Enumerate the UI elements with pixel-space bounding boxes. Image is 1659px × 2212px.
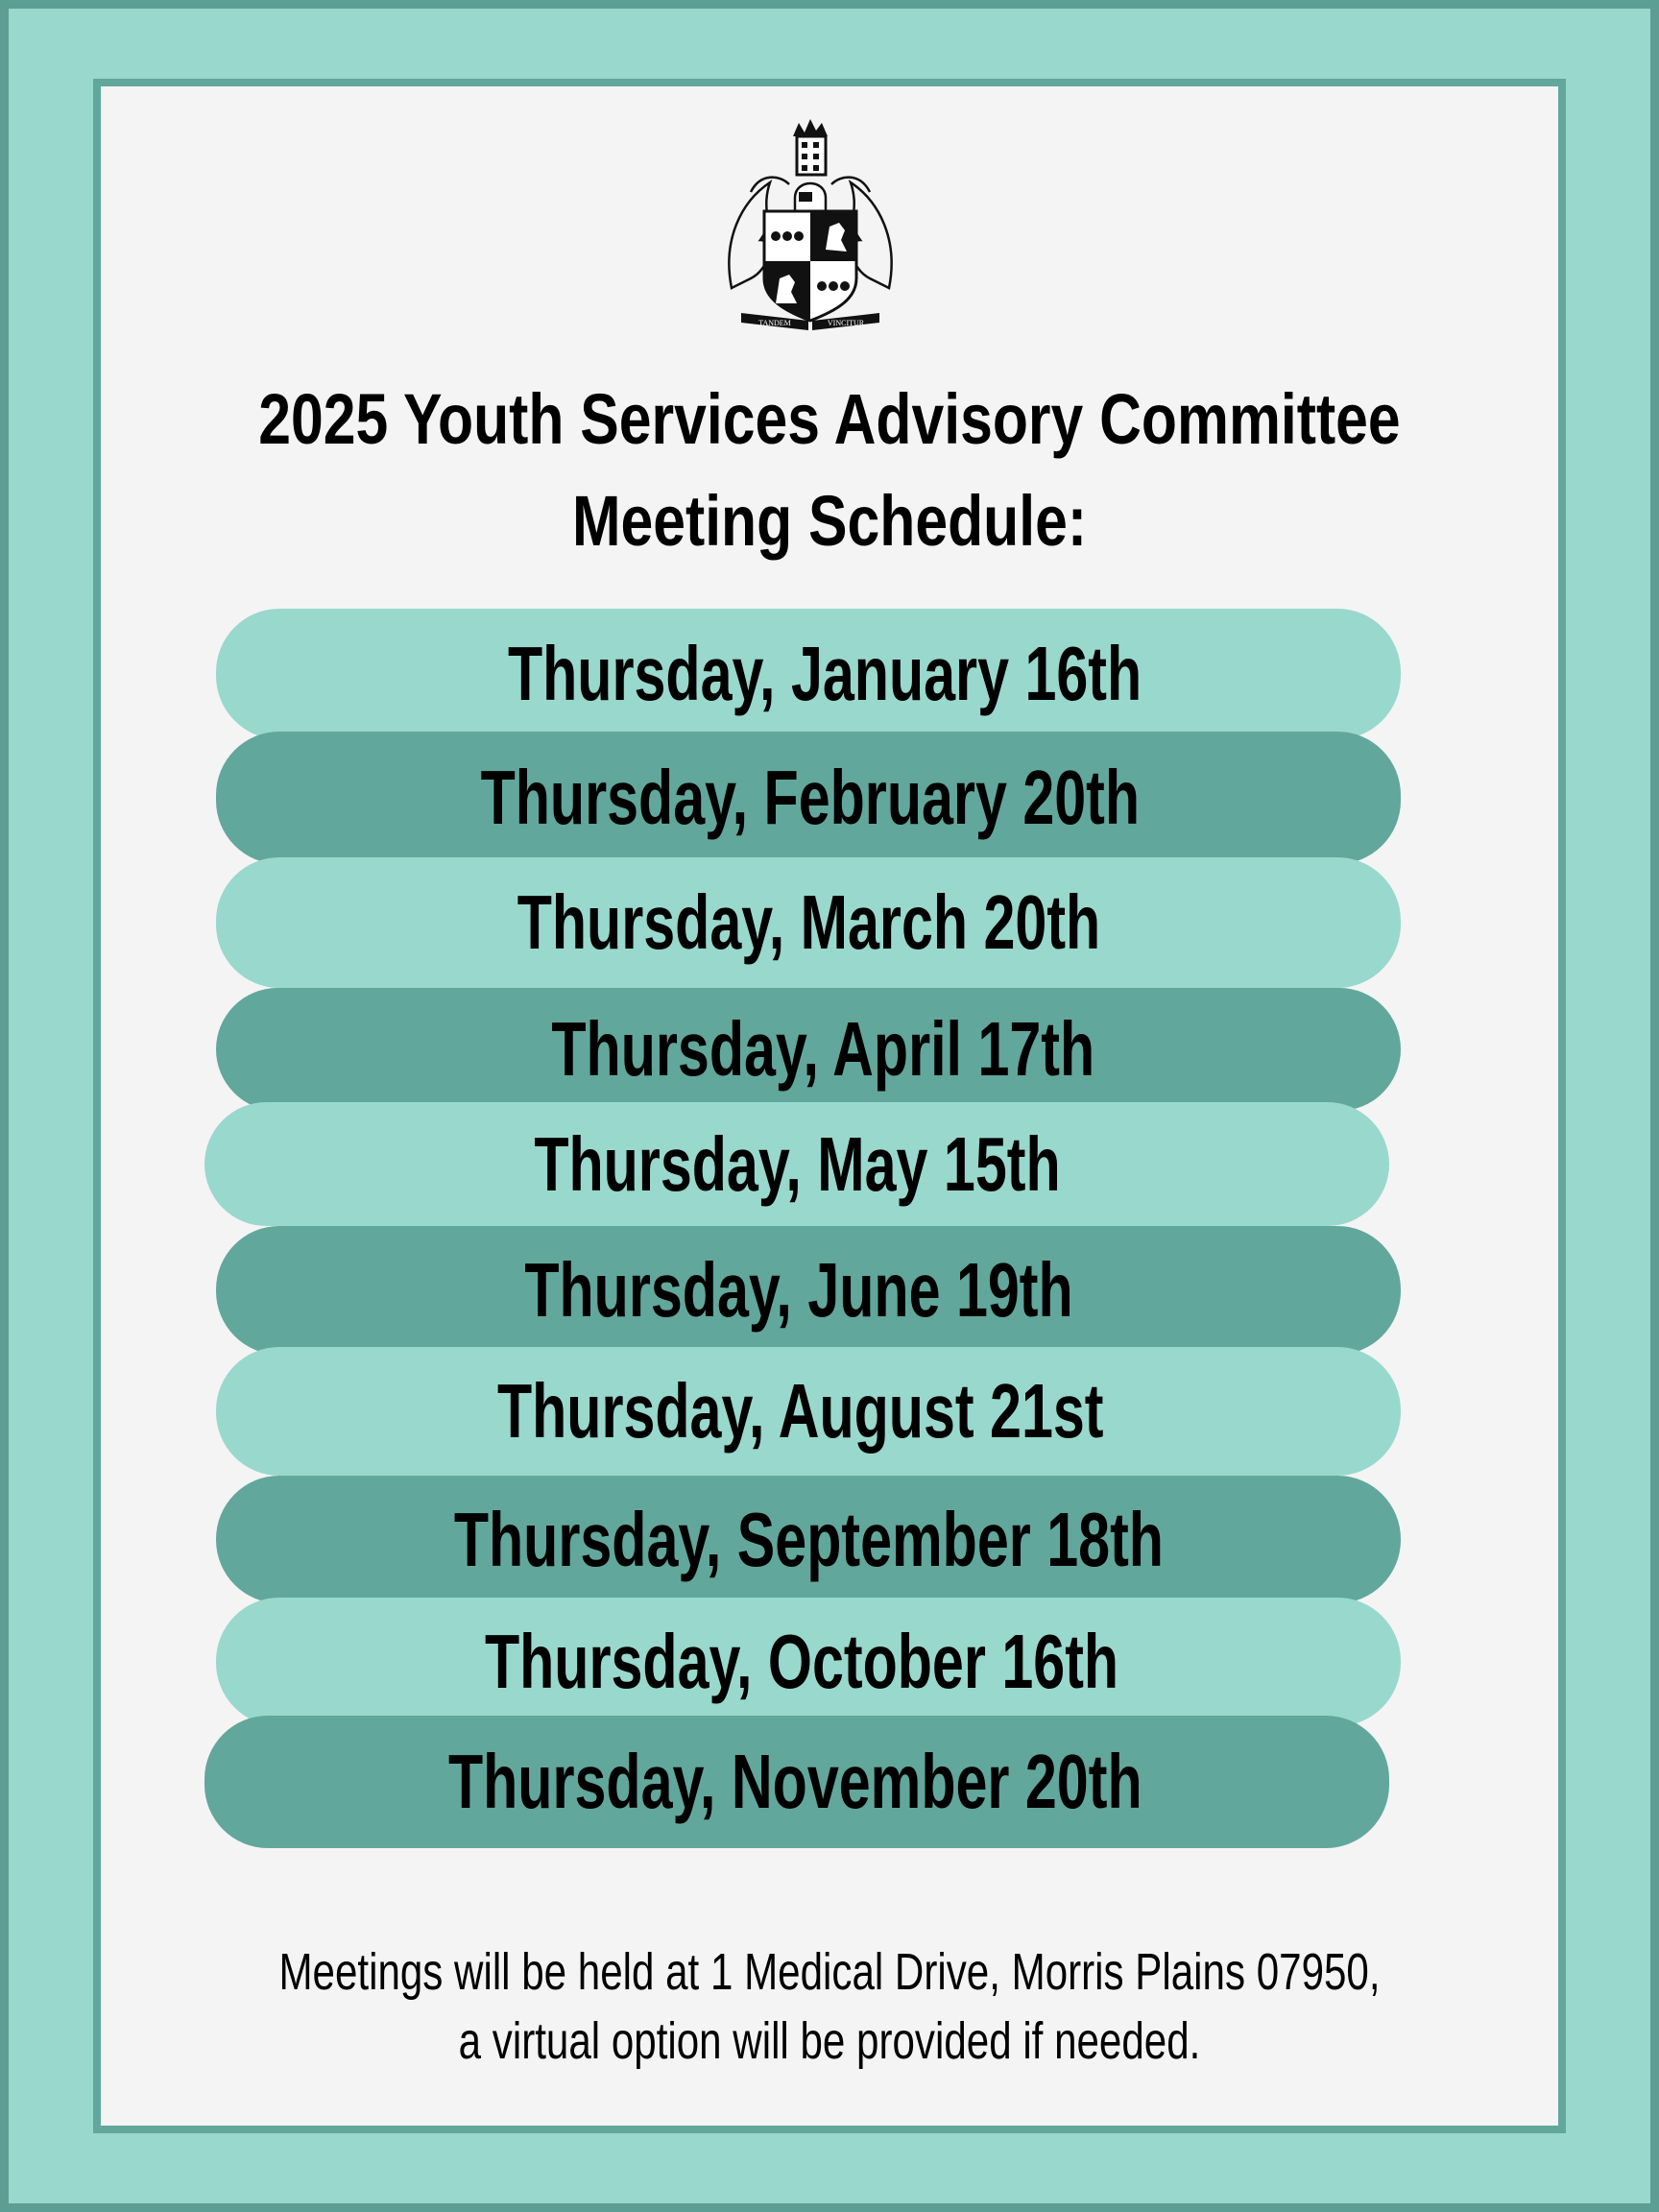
meeting-location-note	[261, 1937, 1398, 2076]
footer-line-1: Meetings will be held at 1 Medical Drive, Morris Plains 07950,	[278, 1943, 1381, 2001]
schedule-item-february: Thursday, February 20th	[216, 732, 1401, 864]
svg-text:VINCITUR: VINCITUR	[827, 319, 865, 327]
page-title	[232, 369, 1428, 572]
schedule-item-june: Thursday, June 19th	[216, 1226, 1401, 1355]
title-line-1: 2025 Youth Services Advisory Committee	[258, 379, 1401, 459]
footer-line-2: a virtual option will be provided if needed.	[458, 2012, 1201, 2070]
schedule-item-october: Thursday, October 16th	[216, 1598, 1401, 1726]
title-line-2: Meeting Schedule:	[571, 481, 1088, 561]
schedule-item-march: Thursday, March 20th	[216, 857, 1401, 988]
schedule-item-september: Thursday, September 18th	[216, 1476, 1401, 1603]
schedule-item-november: Thursday, November 20th	[204, 1716, 1389, 1848]
schedule-item-april: Thursday, April 17th	[216, 988, 1401, 1111]
schedule-item-january: Thursday, January 16th	[216, 609, 1401, 739]
schedule-item-may: Thursday, May 15th	[204, 1102, 1389, 1226]
svg-text:TANDEM: TANDEM	[758, 319, 791, 327]
coat-of-arms-icon	[722, 115, 899, 332]
schedule-item-august: Thursday, August 21st	[216, 1347, 1401, 1476]
